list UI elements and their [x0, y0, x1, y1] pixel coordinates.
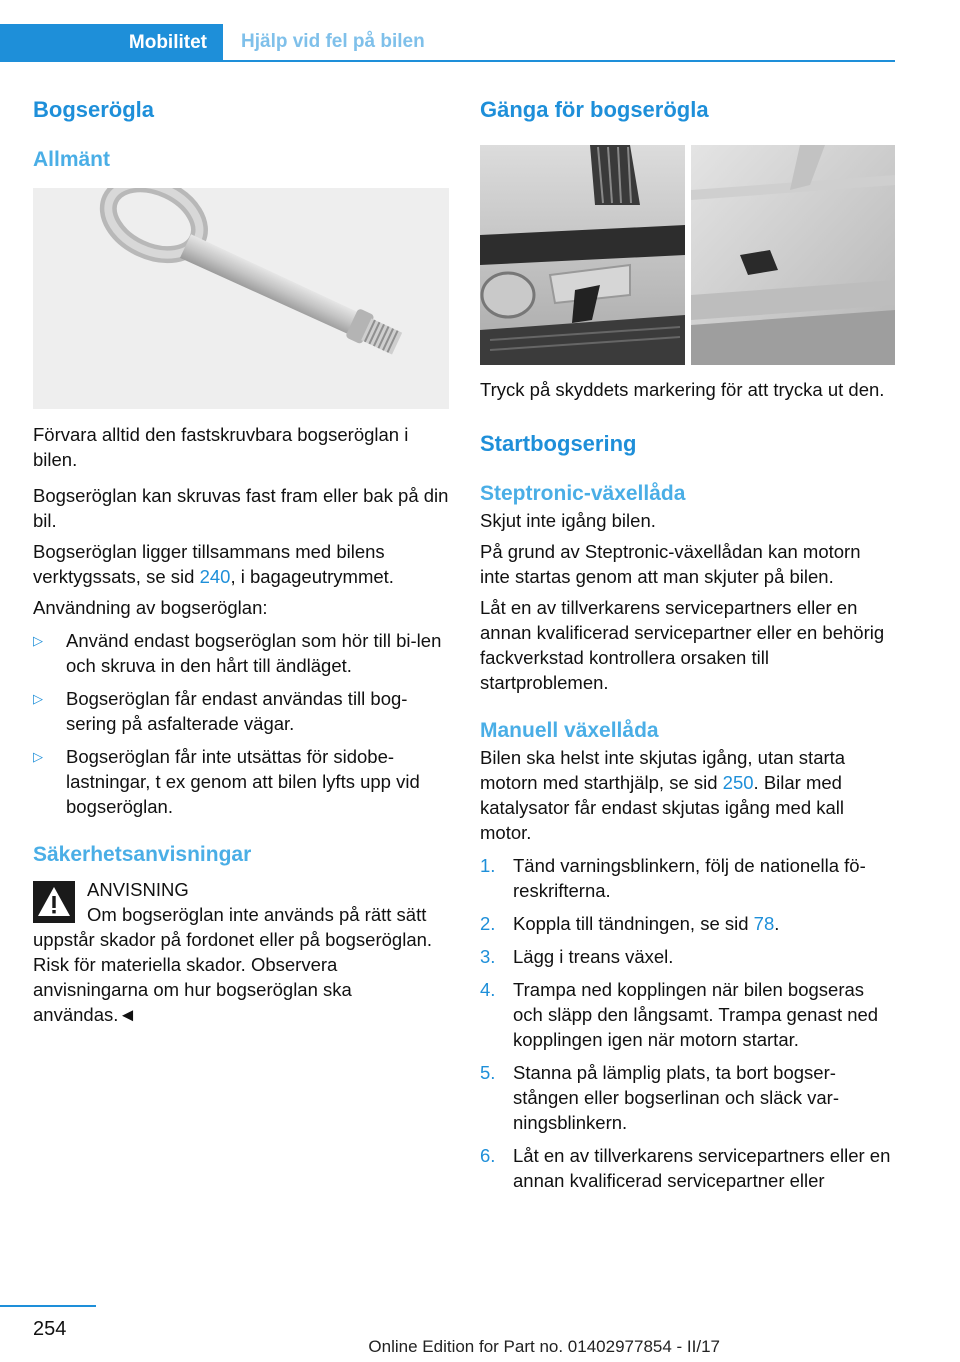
subheading-allmant: Allmänt: [33, 148, 111, 171]
warning-triangle-icon: [33, 881, 75, 923]
right-column: [480, 96, 895, 1193]
paragraph-usage-intro: Användning av bogseröglan:: [33, 597, 268, 618]
location-text-end: , i bagageutrymmet.: [230, 566, 394, 587]
header-tabbar: [0, 24, 895, 62]
page-link-240[interactable]: 240: [199, 566, 231, 587]
paragraph-steptronic-1: Skjut inte igång bilen.: [480, 510, 656, 531]
bullet-text: Bogseröglan får inte utsättas för sidobe-lastningar, t ex genom att bilen lyfts upp vid bogseröglan.: [66, 746, 420, 817]
bullet-text: Använd endast bogseröglan som hör till bi-len och skruva in den hårt till ändläget.: [66, 630, 442, 676]
step-text-end: .: [774, 913, 780, 934]
step-number: 5.: [480, 1062, 496, 1083]
left-column: [33, 96, 449, 1027]
step-number: 6.: [480, 1145, 496, 1166]
image-caption: Tryck på skyddets markering för att trycka ut den.: [480, 379, 885, 400]
page-number: 254: [33, 1318, 67, 1340]
bumper-image: [480, 145, 895, 365]
edition-footer: Online Edition for Part no. 01402977854 - II/17: [368, 1337, 720, 1356]
step-text: Stanna på lämplig plats, ta bort bogser-stången eller bogserlinan och släck var-ningsblinkern.: [513, 1062, 839, 1133]
paragraph-mounting: Bogseröglan kan skruvas fast fram eller bak på din bil.: [33, 485, 449, 531]
list-item: [33, 628, 449, 678]
step-text: Trampa ned kopplingen när bilen bogseras och släpp den långsamt. Trampa genast ned kopplingen igen när motorn startar.: [513, 979, 879, 1050]
section-heading-bogserogla: Bogserögla: [33, 97, 155, 122]
step-number: 3.: [480, 946, 496, 967]
list-item: [480, 944, 895, 969]
manual-text-end: . Bilar med katalysator får endast skjutas igång med kall motor.: [480, 772, 845, 843]
tow-eye-image: [33, 188, 449, 409]
triangle-bullet-icon: ▷: [33, 633, 43, 648]
bullet-text: Bogseröglan får endast användas till bog-sering på asfalterade vägar.: [66, 688, 408, 734]
list-item: [33, 744, 449, 819]
location-text: Bogseröglan ligger tillsammans med bilens verktygssats, se sid: [33, 541, 385, 587]
list-item: [480, 1060, 895, 1135]
paragraph-steptronic-2: På grund av Steptronic-växellådan kan motorn inte startas genom att man skjuter på bilen.: [480, 541, 861, 587]
footer-rule: [0, 1305, 96, 1307]
section-heading-ganga: Gänga för bogserögla: [480, 97, 709, 122]
manual-text: Bilen ska helst inte skjutas igång, utan starta motorn med starthjälp, se sid: [480, 747, 846, 793]
list-item: [480, 853, 895, 903]
paragraph-steptronic-3: Låt en av tillverkarens servicepartners eller en annan kvalificerad servicepartner eller en behörig fackverkstad kontrollera orsaken till startproblemen.: [480, 597, 885, 693]
step-number: 1.: [480, 855, 496, 876]
paragraph-location: [33, 539, 449, 589]
list-item: [480, 911, 895, 936]
tab-hjalp-vid-fel[interactable]: Hjälp vid fel på bilen: [241, 31, 425, 52]
subheading-steptronic: Steptronic-växellåda: [480, 482, 686, 505]
tab-mobilitet[interactable]: Mobilitet: [0, 24, 223, 62]
subheading-manuell: Manuell växellåda: [480, 719, 659, 742]
step-number: 4.: [480, 979, 496, 1000]
triangle-bullet-icon: ▷: [33, 691, 43, 706]
step-text: Koppla till tändningen, se sid: [513, 913, 754, 934]
step-text: Lägg i treans växel.: [513, 946, 674, 967]
notice-box: [33, 877, 449, 1027]
list-item: [480, 977, 895, 1052]
tow-start-steps: [480, 853, 895, 1193]
notice-text: Om bogseröglan inte används på rätt sätt uppstår skador på fordonet eller på bogseröglan. Risk för materiella skador. Observera anvisningarna om hur bogseröglan ska användas.◄: [33, 904, 433, 1025]
list-item: [480, 1143, 895, 1193]
step-text: Tänd varningsblinkern, följ de nationella fö-reskrifterna.: [513, 855, 866, 901]
notice-title: ANVISNING: [87, 879, 189, 900]
usage-bullet-list: [33, 628, 449, 819]
triangle-bullet-icon: ▷: [33, 749, 43, 764]
list-item: [33, 686, 449, 736]
step-text: Låt en av tillverkarens servicepartners eller en annan kvalificerad servicepartner eller: [513, 1145, 891, 1191]
paragraph-storage: Förvara alltid den fastskruvbara bogseröglan i bilen.: [33, 424, 409, 470]
tow-eye-illustration: [33, 188, 449, 409]
paragraph-manual: [480, 745, 895, 845]
page-link-250[interactable]: 250: [722, 772, 754, 793]
bumper-illustration: [480, 145, 895, 365]
subheading-sakerhetsanvisningar: Säkerhetsanvisningar: [33, 843, 252, 866]
section-heading-startbogsering: Startbogsering: [480, 431, 637, 456]
page-link-78[interactable]: 78: [753, 913, 775, 934]
step-number: 2.: [480, 913, 496, 934]
